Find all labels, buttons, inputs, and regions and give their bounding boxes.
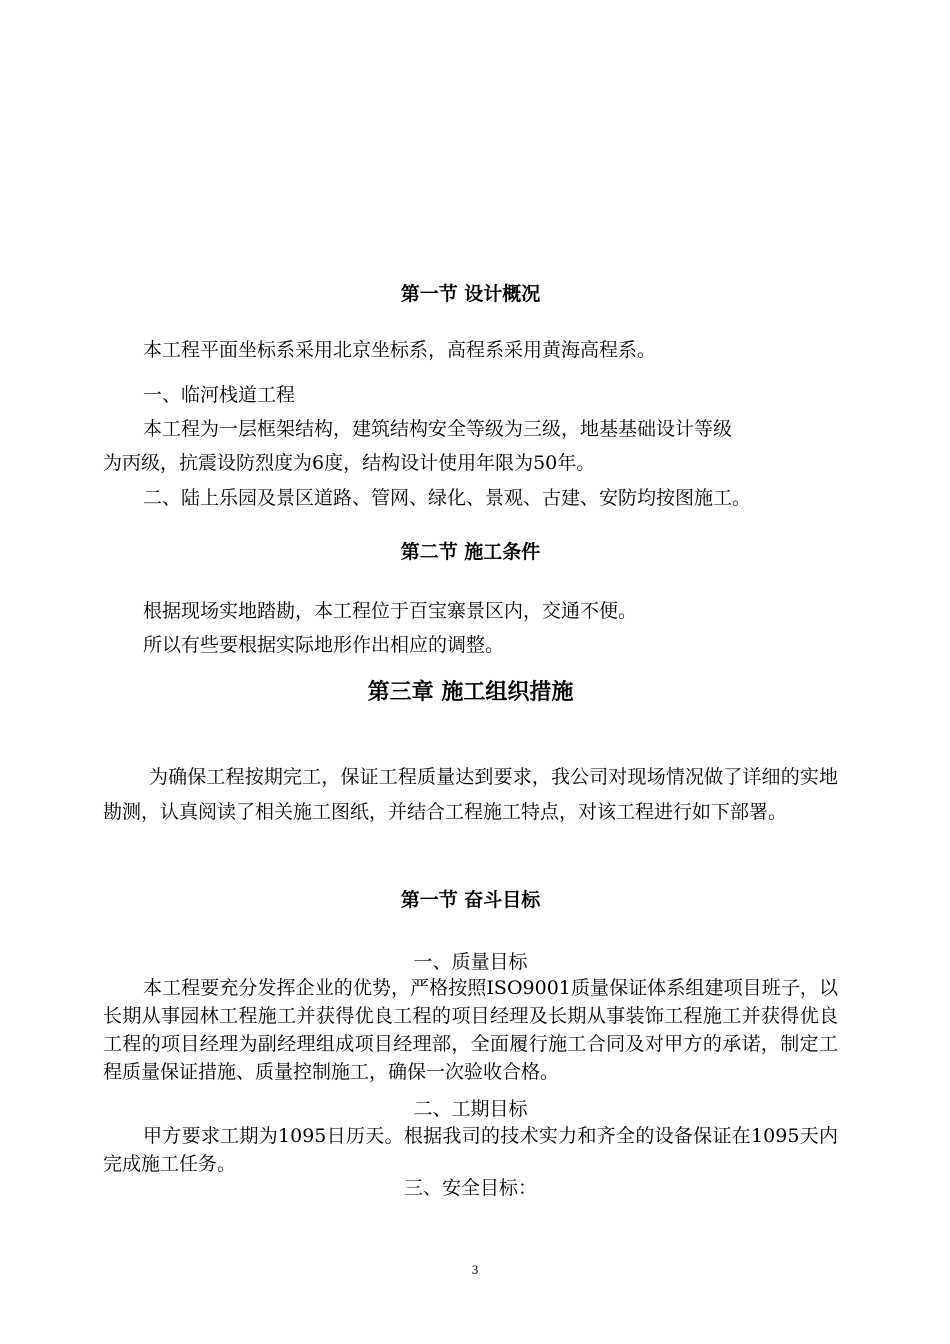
section-title-goals: 第一节 奋斗目标 — [400, 889, 541, 911]
heading-safety-goal: 三、安全目标： — [403, 1177, 537, 1199]
chapter-title-organization-measures: 第三章 施工组织措施 — [367, 680, 574, 705]
paragraph-structure-line2: 为丙级，抗震设防烈度为6度，结构设计使用年限为50年。 — [103, 452, 596, 474]
paragraph-quality-goal: 本工程要充分发挥企业的优势，严格按照ISO9001质量保证体系组建项目班子，以长期从事园林工程施工并获得优良工程的项目经理及长期从事装饰工程施工并获得优良工程的项目经理为副经理组成项目经理部，全面履行施工合同及对甲方的承诺，制定工程质量保证措施、质量控制施工，确保一次验收合格。 — [103, 977, 838, 1083]
heading-schedule-goal: 二、工期目标 — [413, 1098, 528, 1120]
page-number: 3 — [471, 1262, 479, 1277]
section-title-design-overview: 第一节 设计概况 — [400, 283, 541, 305]
list-item-land-park: 二、陆上乐园及景区道路、管网、绿化、景观、古建、安防均按图施工。 — [143, 487, 752, 509]
paragraph-site-survey: 根据现场实地踏勘，本工程位于百宝寨景区内，交通不便。 — [143, 600, 638, 622]
paragraph-chapter-intro: 为确保工程按期完工，保证工程质量达到要求，我公司对现场情况做了详细的实地勘测，认真阅读了相关施工图纸，并结合工程施工特点，对该工程进行如下部署。 — [103, 766, 838, 823]
list-item-riverside-boardwalk: 一、临河栈道工程 — [143, 384, 296, 406]
paragraph-schedule-goal: 甲方要求工期为1095日历天。根据我司的技术实力和齐全的设备保证在1095天内完成施工任务。 — [103, 1125, 838, 1175]
paragraph-adjustment: 所以有些要根据实际地形作出相应的调整。 — [143, 634, 505, 656]
paragraph-coordinate-system: 本工程平面坐标系采用北京坐标系，高程系采用黄海高程系。 — [143, 339, 657, 361]
paragraph-structure-line1: 本工程为一层框架结构，建筑结构安全等级为三级，地基基础设计等级 — [143, 418, 733, 440]
section-title-construction-conditions: 第二节 施工条件 — [400, 541, 541, 563]
heading-quality-goal: 一、质量目标 — [413, 951, 528, 973]
